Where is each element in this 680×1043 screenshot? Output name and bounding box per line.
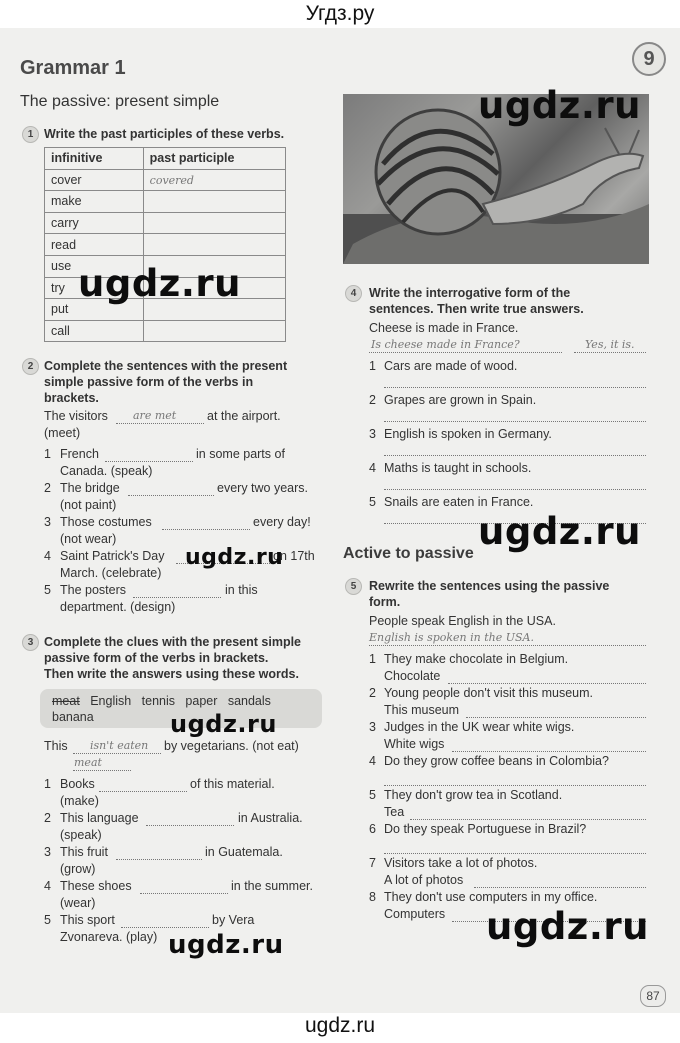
exercise-instruction: Write the interrogative form of the sentences. Then write true answers. [369,286,584,316]
table-cell: cover [45,169,144,191]
exercise-instruction: Rewrite the sentences using the passive form. [369,579,610,609]
sentence-text: Books [60,777,95,791]
table-header: infinitive [45,148,144,170]
exercise-number: 3 [22,634,39,651]
answer-line[interactable] [369,352,562,353]
item-number: 5 [44,583,51,597]
sentence-text: in this [225,583,258,597]
sentence-text: Judges in the UK wear white wigs. [384,720,575,734]
sentence-text: at the airport. [207,409,281,423]
item-number: 1 [369,359,376,373]
sentence-text: Grapes are grown in Spain. [384,393,537,407]
answer-line[interactable] [369,645,646,646]
handwritten-answer: isn't eaten [90,739,149,752]
sentence-text: This sport [60,913,115,927]
item-number: 1 [369,652,376,666]
answer-line[interactable] [410,819,646,820]
watermark: ugdz.ru [478,84,641,127]
sentence-text: in some parts of [196,447,285,461]
sentence-text: Canada. (speak) [60,464,153,478]
section-title: Active to passive [343,545,474,562]
sentence-text: Maths is taught in schools. [384,461,532,475]
sentence-text: They don't use computers in my office. [384,890,598,904]
answer-line[interactable] [574,352,646,353]
watermark: ugdz.ru [486,905,649,948]
table-cell: try [45,277,144,299]
answer-line[interactable] [73,770,131,771]
table-cell: call [45,320,144,342]
item-number: 8 [369,890,376,904]
sentence-text: department. (design) [60,600,176,614]
answer-line[interactable] [384,421,646,422]
unit-badge: 9 [632,42,666,76]
sentence-text: (grow) [60,862,96,876]
sentence-text: Cars are made of wood. [384,359,518,373]
sentence-text: in Australia. [238,811,303,825]
item-number: 4 [369,461,376,475]
sentence-text: Cheese is made in France. [369,321,519,335]
sentence-text: French [60,447,99,461]
sentence-text: Do they grow coffee beans in Colombia? [384,754,609,768]
word-item: paper [185,694,218,708]
word-item: English [90,694,132,708]
answer-line[interactable] [474,887,646,888]
item-number: 4 [369,754,376,768]
answer-cell[interactable] [143,212,285,234]
answer-line[interactable] [116,423,204,424]
handwritten-answer: Is cheese made in France? [371,338,520,351]
sentence-text: of this material. [190,777,275,791]
sentence-text: Zvonareva. (play) [60,930,158,944]
sentence-start: Tea [384,805,405,819]
watermark: ugdz.ru [185,545,284,570]
sentence-text: These shoes [60,879,132,893]
answer-line[interactable] [116,859,202,860]
answer-line[interactable] [121,927,209,928]
page-number: 87 [640,985,666,1007]
sentence-start: This museum [384,703,460,717]
sentence-text: People speak English in the USA. [369,614,556,628]
table-cell: put [45,299,144,321]
sentence-text: March. (celebrate) [60,566,162,580]
sentence-text: Those costumes [60,515,152,529]
item-number: 7 [369,856,376,870]
sentence-text: They make chocolate in Belgium. [384,652,569,666]
item-number: 4 [44,879,51,893]
answer-line[interactable] [448,683,646,684]
item-number: 2 [369,686,376,700]
sentence-text: (make) [60,794,99,808]
table-cell: read [45,234,144,256]
word-item: meat [52,694,80,708]
word-item: sandals [227,694,271,708]
item-number: 3 [44,845,51,859]
item-number: 3 [44,515,51,529]
answer-line[interactable] [73,753,161,754]
handwritten-answer: are met [133,409,177,422]
sentence-text: in Guatemala. [205,845,283,859]
sentence-text: every two years. [217,481,309,495]
exercise-number: 4 [345,285,362,302]
sentence-text: Do they speak Portuguese in Brazil? [384,822,587,836]
handwritten-answer: covered [149,173,194,187]
answer-line[interactable] [452,751,646,752]
sentence-text: (not wear) [60,532,117,546]
answer-line[interactable] [162,529,250,530]
site-footer[interactable]: ugdz.ru [304,1014,376,1037]
table-cell: carry [45,212,144,234]
item-number: 4 [44,549,51,563]
table-cell: use [45,255,144,277]
answer-line[interactable] [384,853,646,854]
answer-cell[interactable] [143,320,285,342]
item-number: 5 [369,495,376,509]
handwritten-answer: English is spoken in the USA. [369,631,534,644]
sentence-text: Saint Patrick's Day [60,549,165,563]
sentence-text: by vegetarians. (not eat) [164,739,299,753]
table-header: past participle [143,148,285,170]
item-number: 1 [44,447,51,461]
sentence-start: A lot of photos [384,873,464,887]
answer-line[interactable] [384,387,646,388]
sentence-text: This [44,739,68,753]
sentence-text: They don't grow tea in Scotland. [384,788,563,802]
answer-line[interactable] [384,489,646,490]
sentence-text: The bridge [60,481,120,495]
answer-line[interactable] [128,495,214,496]
verbs-table [44,147,286,342]
sentence-start: Computers [384,907,446,921]
sentence-text: (meet) [44,426,81,440]
item-number: 2 [369,393,376,407]
answer-line[interactable] [384,455,646,456]
sentence-text: The visitors [44,409,108,423]
handwritten-answer: Yes, it is. [585,338,635,351]
answer-line[interactable] [99,791,187,792]
item-number: 2 [44,811,51,825]
word-list [52,693,271,710]
exercise-instruction: Write the past participles of these verbs. [44,127,285,141]
sentence-text: in the summer. [231,879,313,893]
answer-cell[interactable] [143,191,285,213]
exercise-instruction: Complete the clues with the present simple passive form of the verbs in brackets. Then write the answers using these words. [44,635,302,681]
sentence-text: every day! [253,515,311,529]
watermark: ugdz.ru [168,930,284,960]
word-item: banana [52,710,94,724]
item-number: 2 [44,481,51,495]
sentence-text: This language [60,811,139,825]
section-title: The passive: present simple [20,93,220,110]
watermark: ugdz.ru [170,710,277,738]
answer-line[interactable] [105,461,193,462]
item-number: 5 [369,788,376,802]
sentence-text: English is spoken in Germany. [384,427,552,441]
sentence-text: This fruit [60,845,108,859]
answer-line[interactable] [384,785,646,786]
sentence-text: Visitors take a lot of photos. [384,856,538,870]
table-cell: make [45,191,144,213]
sentence-text: Snails are eaten in France. [384,495,534,509]
page-title: Grammar 1 [20,57,126,79]
sentence-text: Young people don't visit this museum. [384,686,593,700]
handwritten-answer: meat [74,756,102,769]
exercise-number: 5 [345,578,362,595]
sentence-text: (wear) [60,896,96,910]
item-number: 5 [44,913,51,927]
exercise-number: 2 [22,358,39,375]
item-number: 6 [369,822,376,836]
watermark: ugdz.ru [78,262,241,305]
answer-line[interactable] [146,825,234,826]
sentence-start: White wigs [384,737,445,751]
site-header: Угдз.ру [305,2,375,25]
sentence-text: by Vera [212,913,255,927]
answer-line[interactable] [133,597,221,598]
exercise-number: 1 [22,126,39,143]
sentence-text: (not paint) [60,498,117,512]
answer-cell[interactable] [143,169,285,191]
sentence-text: (speak) [60,828,102,842]
answer-cell[interactable] [143,234,285,256]
word-item: tennis [141,694,175,708]
sentence-text: on 17th [273,549,315,563]
exercise-instruction: Complete the sentences with the present simple passive form of the verbs in brackets. [44,359,288,405]
item-number: 3 [369,427,376,441]
item-number: 1 [44,777,51,791]
answer-line[interactable] [140,893,228,894]
sentence-start: Chocolate [384,669,441,683]
sentence-text: The posters [60,583,127,597]
answer-line[interactable] [466,717,646,718]
watermark: ugdz.ru [478,510,641,553]
item-number: 3 [369,720,376,734]
